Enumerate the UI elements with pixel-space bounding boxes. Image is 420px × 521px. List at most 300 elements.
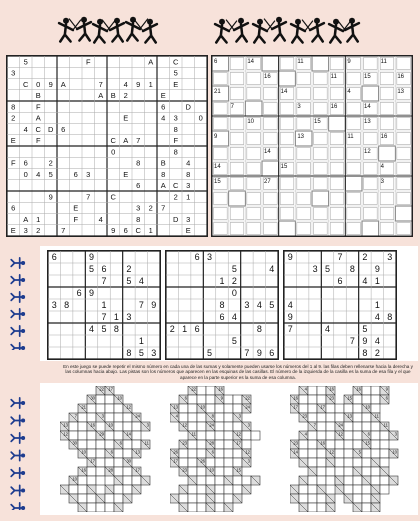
kakuro-entry-cell[interactable] — [353, 485, 362, 494]
kakuro-entry-cell[interactable] — [197, 431, 206, 440]
kakuro-entry-cell[interactable] — [105, 458, 114, 467]
kakuro-entry-cell[interactable] — [206, 395, 215, 404]
kakuro-entry-cell[interactable] — [188, 494, 197, 503]
kakuro-entry-cell[interactable] — [371, 386, 380, 395]
sudoku-cell-value: 4 — [23, 124, 28, 134]
sudoku-cell-value: 9 — [48, 192, 53, 202]
kakuro-entry-cell[interactable] — [224, 404, 233, 413]
kakuro-entry-cell[interactable] — [96, 503, 105, 512]
kakuro-entry-cell[interactable] — [353, 404, 362, 413]
kakuro-cell — [397, 103, 411, 115]
kakuro-entry-cell[interactable] — [317, 467, 326, 476]
kakuro-entry-cell[interactable] — [197, 467, 206, 476]
kakuro-entry-cell[interactable] — [353, 494, 362, 503]
kakuro-cell — [214, 193, 228, 205]
kakuro-entry-cell[interactable] — [206, 476, 215, 485]
kakuro-cell — [364, 208, 378, 220]
kakuro-entry-cell[interactable] — [188, 404, 197, 413]
cross-kakuro-a — [60, 386, 160, 512]
kakuro-entry-cell[interactable] — [326, 467, 335, 476]
kakuro-entry-cell[interactable] — [353, 431, 362, 440]
kakuro-entry-cell[interactable] — [344, 440, 353, 449]
kakuro-entry-cell[interactable] — [215, 485, 224, 494]
kakuro-entry-cell[interactable] — [215, 476, 224, 485]
kakuro-entry-cell[interactable] — [353, 413, 362, 422]
kakuro-clue: 9 — [347, 59, 351, 65]
kakuro-cell — [347, 73, 361, 85]
kakuro-entry-cell[interactable] — [114, 458, 123, 467]
kakuro-entry-cell[interactable] — [114, 485, 123, 494]
kakuro-entry-cell[interactable] — [197, 386, 206, 395]
kakuro-entry-cell[interactable] — [233, 485, 242, 494]
kakuro-entry-cell[interactable] — [78, 476, 87, 485]
kakuro-cell — [214, 103, 228, 115]
kakuro-entry-cell[interactable] — [233, 395, 242, 404]
kakuro-entry-cell[interactable] — [353, 458, 362, 467]
kakuro-entry-cell[interactable] — [114, 467, 123, 476]
sudoku-cell-value: 8 — [387, 312, 393, 323]
sudoku-cell-value: 9 — [287, 252, 293, 263]
kakuro-entry-cell[interactable] — [335, 449, 344, 458]
kakuro-entry-cell[interactable] — [215, 440, 224, 449]
kakuro-entry-cell[interactable] — [114, 413, 123, 422]
kakuro-entry-cell[interactable] — [132, 431, 141, 440]
kakuro-clue: 9 — [214, 134, 218, 140]
kakuro-entry-cell[interactable] — [308, 404, 317, 413]
sudoku-cell-value: F — [85, 57, 91, 67]
kakuro-clue: 14 — [280, 89, 288, 95]
kakuro-clue-number: 17 — [90, 458, 95, 464]
kakuro-clue-number: 5 — [358, 449, 361, 455]
kakuro-entry-cell[interactable] — [197, 485, 206, 494]
kakuro-entry-cell[interactable] — [317, 395, 326, 404]
kakuro-entry-cell[interactable] — [197, 440, 206, 449]
kakuro-entry-cell[interactable] — [197, 449, 206, 458]
kakuro-entry-cell[interactable] — [362, 458, 371, 467]
kakuro-entry-cell[interactable] — [335, 458, 344, 467]
kakuro-cell — [247, 73, 261, 85]
kakuro-entry-cell[interactable] — [96, 467, 105, 476]
kakuro-cell — [230, 133, 244, 145]
kakuro-entry-cell[interactable] — [344, 458, 353, 467]
kakuro-cell — [264, 103, 278, 115]
kakuro-entry-cell[interactable] — [188, 449, 197, 458]
kakuro-entry-cell[interactable] — [299, 449, 308, 458]
kakuro-clue-number: 16 — [218, 386, 223, 392]
kakuro-entry-cell[interactable] — [308, 440, 317, 449]
kakuro-entry-cell[interactable] — [179, 458, 188, 467]
kakuro-entry-cell[interactable] — [105, 413, 114, 422]
kakuro-clue-number: 3 — [247, 422, 250, 428]
kakuro-entry-cell[interactable] — [123, 440, 132, 449]
kakuro-clue-number: 30 — [126, 458, 131, 464]
title-right-glyphs — [215, 17, 359, 43]
kakuro-entry-cell[interactable] — [308, 476, 317, 485]
kakuro-entry-cell[interactable] — [335, 413, 344, 422]
kakuro-entry-cell[interactable] — [197, 395, 206, 404]
kakuro-entry-cell[interactable] — [87, 467, 96, 476]
kakuro-entry-cell[interactable] — [69, 422, 78, 431]
kakuro-entry-cell[interactable] — [317, 494, 326, 503]
kakuro-entry-cell[interactable] — [224, 422, 233, 431]
kakuro-entry-cell[interactable] — [326, 413, 335, 422]
sudoku-cell-value: 5 — [138, 348, 144, 359]
kakuro-entry-cell[interactable] — [114, 449, 123, 458]
kakuro-clue-number: 10 — [365, 404, 370, 410]
kakuro-cell — [347, 223, 361, 235]
kakuro-entry-cell[interactable] — [78, 422, 87, 431]
kakuro-entry-cell[interactable] — [380, 440, 389, 449]
kakuro-entry-cell[interactable] — [353, 476, 362, 485]
kakuro-entry-cell[interactable] — [188, 458, 197, 467]
sudoku-cell-value: 8 — [173, 124, 178, 134]
kakuro-entry-cell[interactable] — [371, 440, 380, 449]
kakuro-entry-cell[interactable] — [78, 494, 87, 503]
kakuro-entry-cell[interactable] — [87, 503, 96, 512]
kakuro-entry-cell[interactable] — [344, 422, 353, 431]
kakuro-entry-cell[interactable] — [105, 395, 114, 404]
kakuro-entry-cell[interactable] — [308, 395, 317, 404]
kakuro-clue-number: 14 — [293, 449, 298, 455]
kakuro-entry-cell[interactable] — [87, 440, 96, 449]
kakuro-clue-number: 16 — [293, 395, 298, 401]
kakuro-entry-cell[interactable] — [344, 485, 353, 494]
kakuro-entry-cell[interactable] — [326, 422, 335, 431]
kakuro-entry-cell[interactable] — [69, 485, 78, 494]
kakuro-entry-cell[interactable] — [308, 494, 317, 503]
kakuro-entry-cell[interactable] — [224, 485, 233, 494]
kakuro-entry-cell[interactable] — [105, 440, 114, 449]
kakuro-cell — [280, 58, 294, 70]
kakuro-clue-number: 10 — [392, 449, 397, 455]
kakuro-entry-cell[interactable] — [123, 449, 132, 458]
kakuro-entry-cell[interactable] — [362, 413, 371, 422]
kakuro-entry-cell[interactable] — [371, 404, 380, 413]
kakuro-entry-cell[interactable] — [215, 413, 224, 422]
kakuro-block — [312, 56, 329, 71]
kakuro-entry-cell[interactable] — [206, 404, 215, 413]
sudoku-cell-value: B — [160, 158, 166, 168]
kakuro-entry-cell[interactable] — [188, 485, 197, 494]
kakuro-entry-cell[interactable] — [380, 431, 389, 440]
kakuro-entry-cell[interactable] — [233, 476, 242, 485]
kakuro-entry-cell[interactable] — [344, 476, 353, 485]
kakuro-entry-cell[interactable] — [362, 503, 371, 512]
kakuro-clue-number: 24 — [209, 422, 214, 428]
kakuro-entry-cell[interactable] — [179, 404, 188, 413]
kakuro-entry-cell[interactable] — [224, 494, 233, 503]
kakuro-entry-cell[interactable] — [215, 422, 224, 431]
kakuro-clue: 16 — [330, 104, 338, 110]
kakuro-entry-cell[interactable] — [299, 404, 308, 413]
kakuro-cell — [230, 178, 244, 190]
kakuro-entry-cell[interactable] — [233, 422, 242, 431]
kakuro-entry-cell[interactable] — [362, 485, 371, 494]
sudoku-cell-value: E — [10, 136, 16, 146]
kakuro-entry-cell[interactable] — [299, 494, 308, 503]
kakuro-entry-cell[interactable] — [96, 440, 105, 449]
kakuro-entry-cell[interactable] — [317, 422, 326, 431]
kakuro-cell — [214, 148, 228, 160]
cross-kakuro-c — [290, 386, 402, 512]
kakuro-cell — [247, 223, 261, 235]
kakuro-entry-cell[interactable] — [380, 449, 389, 458]
kakuro-clue: 11 — [347, 134, 354, 140]
kakuro-entry-cell[interactable] — [335, 404, 344, 413]
kakuro-entry-cell[interactable] — [215, 404, 224, 413]
kakuro-entry-cell[interactable] — [215, 503, 224, 512]
kakuro-cell — [264, 193, 278, 205]
kakuro-entry-cell[interactable] — [123, 467, 132, 476]
kakuro-entry-cell[interactable] — [188, 440, 197, 449]
kakuro-entry-cell[interactable] — [87, 476, 96, 485]
kakuro-entry-cell[interactable] — [317, 449, 326, 458]
kakuro-cell — [330, 148, 344, 160]
kakuro-entry-cell[interactable] — [380, 485, 389, 494]
kakuro-entry-cell[interactable] — [206, 458, 215, 467]
kakuro-clue-number: 23 — [182, 440, 187, 446]
kakuro-entry-cell[interactable] — [362, 422, 371, 431]
kakuro-entry-cell[interactable] — [78, 485, 87, 494]
kakuro-entry-cell[interactable] — [197, 413, 206, 422]
vertical-ninja-glyph — [11, 415, 25, 425]
kakuro-entry-cell[interactable] — [344, 431, 353, 440]
kakuro-cell — [264, 118, 278, 130]
kakuro-entry-cell[interactable] — [317, 458, 326, 467]
kakuro-entry-cell[interactable] — [132, 476, 141, 485]
kakuro-cell — [297, 208, 311, 220]
kakuro-entry-cell[interactable] — [188, 467, 197, 476]
kakuro-entry-cell[interactable] — [179, 449, 188, 458]
kakuro-entry-cell[interactable] — [215, 449, 224, 458]
kakuro-clue-number: 17 — [320, 404, 325, 410]
kakuro-entry-cell[interactable] — [197, 422, 206, 431]
kakuro-entry-cell[interactable] — [215, 467, 224, 476]
kakuro-entry-cell[interactable] — [224, 440, 233, 449]
kakuro-entry-cell[interactable] — [317, 503, 326, 512]
sudoku-cell-value: 7 — [98, 79, 103, 89]
kakuro-entry-cell[interactable] — [371, 431, 380, 440]
kakuro-entry-cell[interactable] — [344, 404, 353, 413]
kakuro-entry-cell[interactable] — [335, 440, 344, 449]
kakuro-entry-cell[interactable] — [123, 422, 132, 431]
kakuro-entry-cell[interactable] — [197, 503, 206, 512]
kakuro-entry-cell[interactable] — [224, 431, 233, 440]
kakuro-entry-cell[interactable] — [299, 395, 308, 404]
kakuro-entry-cell[interactable] — [78, 431, 87, 440]
kakuro-entry-cell[interactable] — [87, 494, 96, 503]
sudoku-cell-value: 7 — [136, 136, 141, 146]
kakuro-entry-cell[interactable] — [371, 395, 380, 404]
kakuro-entry-cell[interactable] — [96, 476, 105, 485]
kakuro-entry-cell[interactable] — [114, 422, 123, 431]
kakuro-entry-cell[interactable] — [105, 503, 114, 512]
kakuro-entry-cell[interactable] — [123, 476, 132, 485]
kakuro-entry-cell[interactable] — [105, 404, 114, 413]
kakuro-entry-cell[interactable] — [353, 440, 362, 449]
kakuro-block — [362, 221, 379, 236]
kakuro-entry-cell[interactable] — [308, 413, 317, 422]
kakuro-entry-cell[interactable] — [114, 431, 123, 440]
kakuro-entry-cell[interactable] — [224, 458, 233, 467]
kakuro-entry-cell[interactable] — [197, 494, 206, 503]
kakuro-clue: 15 — [214, 179, 221, 185]
sudoku-cell-value: 6 — [194, 324, 200, 335]
kakuro-entry-cell[interactable] — [87, 404, 96, 413]
kakuro-entry-cell[interactable] — [224, 449, 233, 458]
kakuro-entry-cell[interactable] — [224, 395, 233, 404]
kakuro-entry-cell[interactable] — [114, 494, 123, 503]
kakuro-entry-cell[interactable] — [362, 395, 371, 404]
kakuro-clue-number: 17 — [108, 386, 113, 392]
kakuro-entry-cell[interactable] — [69, 431, 78, 440]
kakuro-clue-number: 29 — [99, 431, 104, 437]
kakuro-entry-cell[interactable] — [96, 404, 105, 413]
kakuro-entry-cell[interactable] — [353, 395, 362, 404]
kakuro-cell — [397, 58, 411, 70]
kakuro-entry-cell[interactable] — [317, 476, 326, 485]
kakuro-entry-cell[interactable] — [105, 431, 114, 440]
kakuro-entry-cell[interactable] — [87, 431, 96, 440]
kakuro-cell — [280, 178, 294, 190]
kakuro-entry-cell[interactable] — [242, 431, 251, 440]
sudoku-cell-value: 7 — [86, 192, 91, 202]
kakuro-entry-cell[interactable] — [87, 413, 96, 422]
sudoku-cell-value: 3 — [136, 203, 141, 213]
kakuro-entry-cell[interactable] — [308, 485, 317, 494]
kakuro-entry-cell[interactable] — [344, 467, 353, 476]
kakuro-clue-number: 10 — [72, 476, 77, 482]
kakuro-entry-cell[interactable] — [123, 485, 132, 494]
kakuro-entry-cell[interactable] — [96, 395, 105, 404]
kakuro-entry-cell[interactable] — [188, 395, 197, 404]
kakuro-entry-cell[interactable] — [78, 413, 87, 422]
kakuro-entry-cell[interactable] — [299, 440, 308, 449]
kakuro-cell — [314, 163, 328, 175]
kakuro-entry-cell[interactable] — [215, 431, 224, 440]
kakuro-clue: 10 — [247, 119, 255, 125]
kakuro-entry-cell[interactable] — [78, 440, 87, 449]
kakuro-cell — [214, 223, 228, 235]
kakuro-entry-cell[interactable] — [317, 386, 326, 395]
kakuro-entry-cell[interactable] — [326, 440, 335, 449]
kakuro-clue-number: 17 — [236, 440, 241, 446]
kakuro-entry-cell[interactable] — [96, 458, 105, 467]
kakuro-entry-cell[interactable] — [371, 449, 380, 458]
sudoku-cell-value: 5 — [23, 57, 28, 67]
kakuro-entry-cell[interactable] — [317, 413, 326, 422]
kakuro-cell — [397, 178, 411, 190]
kakuro-entry-cell[interactable] — [188, 422, 197, 431]
kakuro-entry-cell[interactable] — [308, 386, 317, 395]
kakuro-entry-cell[interactable] — [179, 413, 188, 422]
kakuro-cell — [330, 58, 344, 70]
kakuro-entry-cell[interactable] — [215, 494, 224, 503]
kakuro-entry-cell[interactable] — [215, 458, 224, 467]
kakuro-entry-cell[interactable] — [132, 422, 141, 431]
sudoku-cell-value: 5 — [101, 324, 107, 335]
kakuro-entry-cell[interactable] — [114, 404, 123, 413]
kakuro-entry-cell[interactable] — [317, 431, 326, 440]
kakuro-entry-cell[interactable] — [233, 458, 242, 467]
kakuro-entry-cell[interactable] — [96, 449, 105, 458]
sudoku-cell-value: 6 — [101, 264, 107, 275]
kakuro-cell — [314, 223, 328, 235]
kakuro-entry-cell[interactable] — [326, 431, 335, 440]
kakuro-entry-cell[interactable] — [299, 485, 308, 494]
kakuro-clue: 14 — [247, 59, 255, 65]
kakuro-cell — [214, 208, 228, 220]
kakuro-cell — [297, 178, 311, 190]
kakuro-entry-cell[interactable] — [132, 440, 141, 449]
kakuro-entry-cell[interactable] — [206, 386, 215, 395]
kakuro-entry-cell[interactable] — [326, 404, 335, 413]
kakuro-entry-cell[interactable] — [224, 413, 233, 422]
kakuro-entry-cell[interactable] — [105, 494, 114, 503]
sudoku-cell-value: 2 — [36, 226, 41, 236]
kakuro-entry-cell[interactable] — [197, 476, 206, 485]
kakuro-entry-cell[interactable] — [326, 476, 335, 485]
kakuro-entry-cell[interactable] — [371, 467, 380, 476]
kakuro-entry-cell[interactable] — [362, 386, 371, 395]
kakuro-clue-number: 3 — [238, 413, 241, 419]
kakuro-block — [395, 206, 412, 221]
kakuro-clue-number: 16 — [356, 386, 361, 392]
sudoku-cell-value: 1 — [101, 300, 107, 311]
kakuro-cell — [314, 88, 328, 100]
kakuro-entry-cell[interactable] — [362, 494, 371, 503]
kakuro-cell — [247, 178, 261, 190]
kakuro-entry-cell[interactable] — [87, 449, 96, 458]
kakuro-entry-cell[interactable] — [308, 449, 317, 458]
kakuro-entry-cell[interactable] — [362, 467, 371, 476]
kakuro-entry-cell[interactable] — [380, 476, 389, 485]
sudoku-cell-value: C — [173, 57, 179, 67]
kakuro-entry-cell[interactable] — [308, 503, 317, 512]
kakuro-entry-cell[interactable] — [233, 449, 242, 458]
kakuro-entry-cell[interactable] — [233, 404, 242, 413]
sudoku-cell-value: 6 — [11, 203, 16, 213]
kakuro-cell — [230, 208, 244, 220]
kakuro-entry-cell[interactable] — [308, 431, 317, 440]
kakuro-entry-cell[interactable] — [335, 467, 344, 476]
sudoku-cell-value: 6 — [194, 252, 200, 263]
kakuro-entry-cell[interactable] — [188, 413, 197, 422]
kakuro-entry-cell[interactable] — [362, 449, 371, 458]
kakuro-entry-cell[interactable] — [251, 431, 260, 440]
kakuro-entry-cell[interactable] — [344, 449, 353, 458]
kakuro-entry-cell[interactable] — [308, 458, 317, 467]
kakuro-entry-cell[interactable] — [380, 458, 389, 467]
kakuro-entry-cell[interactable] — [179, 494, 188, 503]
kakuro-entry-cell[interactable] — [123, 413, 132, 422]
kakuro-entry-cell[interactable] — [242, 440, 251, 449]
kakuro-entry-cell[interactable] — [188, 503, 197, 512]
kakuro-entry-cell[interactable] — [242, 476, 251, 485]
kakuro-entry-cell[interactable] — [371, 422, 380, 431]
sudoku-cell-value: D — [48, 124, 54, 134]
kakuro-cell — [347, 208, 361, 220]
sudoku-cell-value: 6 — [269, 348, 275, 359]
kakuro-clue-number: 26 — [173, 449, 178, 455]
sudoku-cell-value: E — [123, 169, 129, 179]
kakuro-entry-cell[interactable] — [206, 431, 215, 440]
vertical-ninja-label-kakuro — [6, 395, 30, 510]
kakuro-entry-cell[interactable] — [353, 422, 362, 431]
kakuro-entry-cell[interactable] — [224, 467, 233, 476]
kakuro-entry-cell[interactable] — [371, 476, 380, 485]
kakuro-block — [229, 191, 246, 206]
